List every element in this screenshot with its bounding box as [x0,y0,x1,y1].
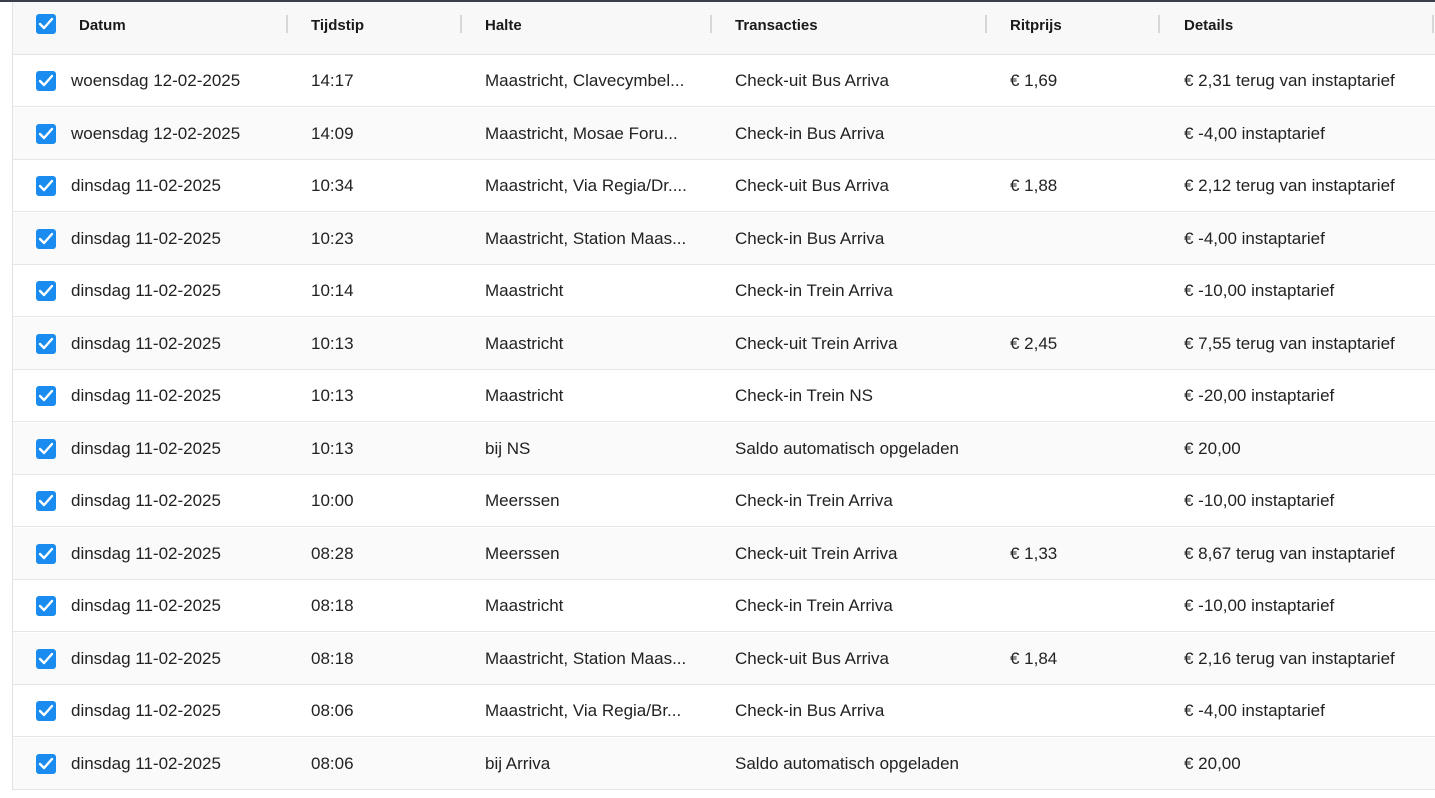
cell-tijdstip: 08:28 [311,543,354,563]
cell-tijdstip: 08:06 [311,753,354,773]
column-resize-handle[interactable] [460,15,462,33]
cell-ritprijs [1010,108,1160,160]
column-header-datum[interactable]: Datum [79,17,126,34]
cell-datum: dinsdag 11-02-2025 [71,543,221,563]
table-row[interactable] [13,580,1435,632]
table-row[interactable] [13,685,1435,737]
checkmark-icon [38,547,54,561]
cell-details: € 7,55 terug van instaptarief [1184,333,1395,353]
table-row[interactable] [13,108,1435,160]
cell-datum: dinsdag 11-02-2025 [71,438,221,458]
cell-halte: Maastricht [485,281,564,300]
cell-ritprijs [1010,738,1160,790]
cell-tijdstip: 10:23 [311,228,354,248]
column-resize-handle[interactable] [985,15,987,33]
checkmark-icon [38,389,54,403]
cell-transactie: Check-in Trein Arriva [735,281,893,300]
row-checkbox[interactable] [36,229,56,249]
row-checkbox[interactable] [36,334,56,354]
cell-datum: dinsdag 11-02-2025 [71,281,221,300]
cell-details: € 2,12 terug van instaptarief [1184,176,1395,195]
cell-tijdstip: 10:13 [311,386,354,405]
table-row[interactable] [13,160,1435,212]
cell-transactie: Check-uit Bus Arriva [735,71,889,90]
cell-transactie: Check-uit Trein Arriva [735,333,898,353]
cell-ritprijs [1010,265,1160,317]
cell-halte: Meerssen [485,543,560,563]
cell-tijdstip: 10:13 [311,438,354,458]
checkmark-icon [38,652,54,666]
cell-transactie: Check-in Bus Arriva [735,228,885,248]
checkmark-icon [38,337,54,351]
column-resize-handle[interactable] [1158,15,1160,33]
table-row[interactable] [13,423,1435,475]
checkmark-icon [38,442,54,456]
cell-tijdstip: 14:09 [311,123,354,143]
cell-datum: dinsdag 11-02-2025 [71,648,221,668]
cell-halte: Maastricht [485,596,564,615]
cell-datum: woensdag 12-02-2025 [71,123,241,143]
cell-halte: Maastricht [485,386,564,405]
cell-ritprijs [1010,370,1160,422]
checkmark-icon [38,704,54,718]
row-checkbox[interactable] [36,124,56,144]
column-resize-handle[interactable] [710,15,712,33]
cell-ritprijs [1010,685,1160,737]
cell-datum: dinsdag 11-02-2025 [71,176,221,195]
column-header-tijdstip[interactable]: Tijdstip [311,17,365,34]
cell-ritprijs [1010,475,1160,527]
table-row[interactable] [13,633,1435,685]
row-checkbox[interactable] [36,544,56,564]
cell-tijdstip: 10:13 [311,333,354,353]
cell-details: € 2,16 terug van instaptarief [1184,648,1395,668]
cell-tijdstip: 10:00 [311,491,354,510]
cell-halte: Maastricht, Mosae Foru... [485,123,678,143]
cell-transactie: Check-in Trein Arriva [735,596,893,615]
checkmark-icon [38,179,54,193]
checkmark-icon [38,494,54,508]
cell-transactie: Check-in Trein Arriva [735,491,893,510]
cell-halte: Maastricht, Clavecymbel... [485,71,685,90]
cell-details: € -4,00 instaptarief [1184,228,1325,248]
table-row[interactable] [13,738,1435,790]
cell-tijdstip: 08:18 [311,596,354,615]
table-row[interactable] [13,55,1435,107]
cell-datum: dinsdag 11-02-2025 [71,228,221,248]
row-checkbox[interactable] [36,649,56,669]
cell-tijdstip: 10:34 [311,176,354,195]
cell-transactie: Saldo automatisch opgeladen [735,753,959,773]
table-row[interactable] [13,213,1435,265]
cell-datum: dinsdag 11-02-2025 [71,333,221,353]
cell-ritprijs: € 2,45 [1010,333,1058,353]
checkmark-icon [38,232,54,246]
table-header [13,2,1435,55]
cell-transactie: Check-in Bus Arriva [735,701,885,720]
cell-halte: bij NS [485,438,531,458]
column-resize-handle[interactable] [286,15,288,33]
row-checkbox[interactable] [36,701,56,721]
column-header-details[interactable]: Details [1184,17,1234,34]
cell-halte: Maastricht [485,333,564,353]
cell-ritprijs [1010,213,1160,265]
cell-halte: Meerssen [485,491,560,510]
row-checkbox[interactable] [36,386,56,406]
cell-details: € -10,00 instaptarief [1184,281,1335,300]
cell-datum: woensdag 12-02-2025 [71,71,241,90]
cell-details: € -10,00 instaptarief [1184,596,1335,615]
cell-halte: Maastricht, Via Regia/Dr.... [485,176,687,195]
column-header-ritprijs[interactable]: Ritprijs [1010,17,1062,34]
cell-tijdstip: 14:17 [311,71,354,90]
row-checkbox[interactable] [36,754,56,774]
row-checkbox[interactable] [36,439,56,459]
table-row[interactable] [13,265,1435,317]
checkmark-icon [38,127,54,141]
cell-details: € -4,00 instaptarief [1184,123,1325,143]
table-row[interactable] [13,475,1435,527]
checkmark-icon [38,74,54,88]
cell-ritprijs [1010,423,1160,475]
row-checkbox[interactable] [36,281,56,301]
row-checkbox[interactable] [36,71,56,91]
cell-details: € 20,00 [1184,753,1241,773]
cell-details: € -20,00 instaptarief [1184,386,1335,405]
cell-transactie: Check-uit Bus Arriva [735,176,889,195]
row-checkbox[interactable] [36,176,56,196]
column-header-transacties[interactable]: Transacties [735,17,818,34]
select-all-checkbox[interactable] [36,14,56,34]
cell-datum: dinsdag 11-02-2025 [71,596,221,615]
cell-ritprijs: € 1,33 [1010,543,1058,563]
cell-halte: Maastricht, Via Regia/Br... [485,701,682,720]
cell-details: € 20,00 [1184,438,1241,458]
cell-transactie: Saldo automatisch opgeladen [735,438,959,458]
cell-ritprijs [1010,580,1160,632]
checkmark-icon [38,17,54,31]
cell-ritprijs: € 1,84 [1010,648,1058,668]
checkmark-icon [38,757,54,771]
cell-ritprijs: € 1,88 [1010,176,1058,195]
cell-datum: dinsdag 11-02-2025 [71,386,221,405]
cell-halte: bij Arriva [485,753,551,773]
row-checkbox[interactable] [36,596,56,616]
cell-datum: dinsdag 11-02-2025 [71,701,221,720]
cell-transactie: Check-uit Trein Arriva [735,543,898,563]
cell-tijdstip: 08:06 [311,701,354,720]
table-row[interactable] [13,528,1435,580]
cell-tijdstip: 10:14 [311,281,354,300]
column-resize-handle[interactable] [1432,15,1434,33]
checkmark-icon [38,599,54,613]
cell-details: € 2,31 terug van instaptarief [1184,71,1395,90]
checkmark-icon [38,284,54,298]
cell-halte: Maastricht, Station Maas... [485,228,687,248]
cell-tijdstip: 08:18 [311,648,354,668]
cell-datum: dinsdag 11-02-2025 [71,753,221,773]
cell-transactie: Check-in Trein NS [735,386,873,405]
cell-details: € -4,00 instaptarief [1184,701,1325,720]
cell-details: € -10,00 instaptarief [1184,491,1335,510]
cell-ritprijs: € 1,69 [1010,71,1058,90]
cell-datum: dinsdag 11-02-2025 [71,491,221,510]
column-header-halte[interactable]: Halte [485,17,522,34]
cell-details: € 8,67 terug van instaptarief [1184,543,1395,563]
table-row[interactable] [13,370,1435,422]
transactions-table [12,2,1435,790]
table-row[interactable] [13,318,1435,370]
cell-transactie: Check-in Bus Arriva [735,123,885,143]
cell-halte: Maastricht, Station Maas... [485,648,687,668]
cell-transactie: Check-uit Bus Arriva [735,648,889,668]
row-checkbox[interactable] [36,491,56,511]
